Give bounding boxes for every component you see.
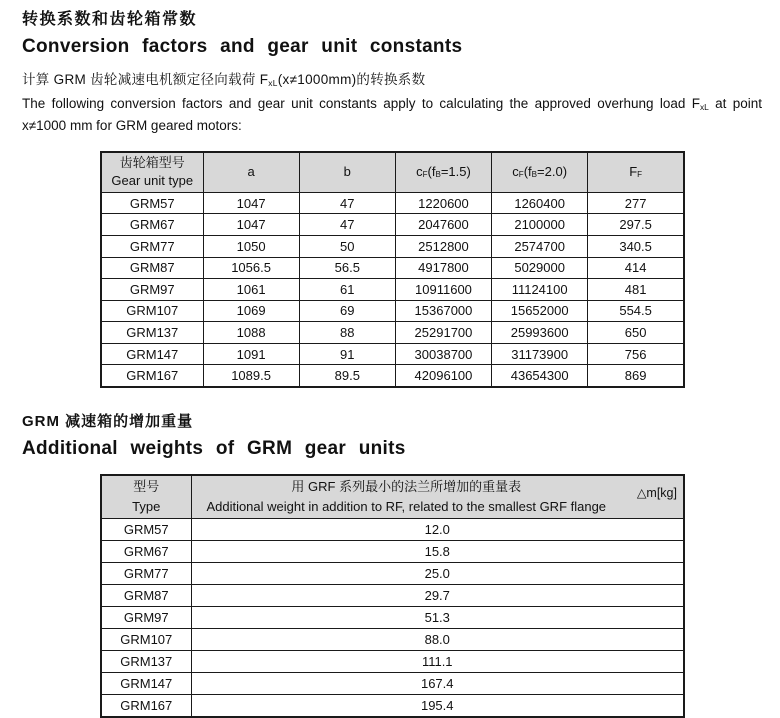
table-cell: GRM97 — [101, 607, 191, 629]
table-cell: 5029000 — [492, 257, 588, 279]
table-cell: GRM107 — [101, 300, 203, 322]
table-row — [101, 279, 684, 301]
column-header-type: 型号 Type — [101, 475, 191, 519]
table-cell: 47 — [299, 214, 395, 236]
table-cell: 340.5 — [588, 235, 684, 257]
table-cell: 15652000 — [492, 300, 588, 322]
table-cell: GRM137 — [101, 322, 203, 344]
table-cell: 15367000 — [395, 300, 491, 322]
table-cell: 1047 — [203, 192, 299, 214]
additional-weights-table — [100, 474, 685, 718]
table-cell: 43654300 — [492, 365, 588, 387]
section1-title-zh: 转换系数和齿轮箱常数 — [22, 11, 198, 28]
column-header-ff: $F_F$ — [588, 152, 684, 192]
table-cell: GRM77 — [101, 235, 203, 257]
table-row — [101, 695, 684, 717]
table-cell: 481 — [588, 279, 684, 301]
table-cell: 1260400 — [492, 192, 588, 214]
table-cell: 61 — [299, 279, 395, 301]
table-cell: 1047 — [203, 214, 299, 236]
table-cell: 56.5 — [299, 257, 395, 279]
table-cell: 297.5 — [588, 214, 684, 236]
table-cell: 30038700 — [395, 343, 491, 365]
table-cell: GRM97 — [101, 279, 203, 301]
table1-header — [101, 152, 684, 192]
table-row — [101, 629, 684, 651]
table-row — [101, 343, 684, 365]
table-cell: 650 — [588, 322, 684, 344]
table-cell: 88.0 — [191, 629, 684, 651]
table-cell: GRM167 — [101, 365, 203, 387]
table-cell: 47 — [299, 192, 395, 214]
table-cell: 756 — [588, 343, 684, 365]
table-row — [101, 257, 684, 279]
table-cell: GRM77 — [101, 563, 191, 585]
delta-m-kg-unit-label: △m[kg] — [636, 485, 677, 500]
table-cell: GRM147 — [101, 673, 191, 695]
column-header-additional-weight: 用 GRF 系列最小的法兰所增加的重量表 Additional weight in addition to RF, related to the smallest GRF flange △m[kg] — [191, 475, 684, 519]
table-cell: 277 — [588, 192, 684, 214]
conversion-factors-table-wrap — [22, 151, 760, 387]
table-cell: 1061 — [203, 279, 299, 301]
table1-body — [101, 192, 684, 386]
table-row — [101, 300, 684, 322]
table-cell: 11124100 — [492, 279, 588, 301]
table-cell: 50 — [299, 235, 395, 257]
table-cell: 42096100 — [395, 365, 491, 387]
section1-paragraph-en: The following conversion factors and gear unit constants apply to calculating the approved overhung load $F_{xL}$ at point x≠1000 mm for GRM geared motors: — [22, 96, 762, 133]
table-cell: 869 — [588, 365, 684, 387]
table-header-row — [101, 152, 684, 192]
table-row — [101, 585, 684, 607]
table-cell: 2100000 — [492, 214, 588, 236]
table-cell: 1050 — [203, 235, 299, 257]
table-cell: 29.7 — [191, 585, 684, 607]
column-header-a: a — [203, 152, 299, 192]
table-cell: 51.3 — [191, 607, 684, 629]
table-cell: 15.8 — [191, 541, 684, 563]
table-cell: GRM107 — [101, 629, 191, 651]
table-cell: 167.4 — [191, 673, 684, 695]
column-header-cf-fb20: $c_F(f_B=2.0)$ — [492, 152, 588, 192]
column-header-cf-fb15: $c_F(f_B=1.5)$ — [395, 152, 491, 192]
table-cell: GRM87 — [101, 585, 191, 607]
table-cell: 1088 — [203, 322, 299, 344]
table-cell: 69 — [299, 300, 395, 322]
table-cell: GRM57 — [101, 192, 203, 214]
column-header-gear-unit-type: 齿轮箱型号 Gear unit type — [101, 152, 203, 192]
table-cell: GRM57 — [101, 519, 191, 541]
table-cell: 25.0 — [191, 563, 684, 585]
table-cell: 1056.5 — [203, 257, 299, 279]
table-row — [101, 365, 684, 387]
table2-header — [101, 475, 684, 519]
table-cell: 111.1 — [191, 651, 684, 673]
table-cell: 1089.5 — [203, 365, 299, 387]
table-cell: 25993600 — [492, 322, 588, 344]
table-row — [101, 235, 684, 257]
table-cell: 89.5 — [299, 365, 395, 387]
table-cell: GRM67 — [101, 214, 203, 236]
table2-body — [101, 519, 684, 717]
section1-title-en: Conversion factors and gear unit constants — [22, 36, 463, 58]
table-cell: 2047600 — [395, 214, 491, 236]
conversion-factors-table — [100, 151, 685, 387]
table-header-row — [101, 475, 684, 519]
table-cell: GRM67 — [101, 541, 191, 563]
table-cell: 554.5 — [588, 300, 684, 322]
table-cell: 2512800 — [395, 235, 491, 257]
table-row — [101, 519, 684, 541]
table-cell: 10911600 — [395, 279, 491, 301]
table-cell: 414 — [588, 257, 684, 279]
table-row — [101, 673, 684, 695]
table-cell: GRM147 — [101, 343, 203, 365]
table-row — [101, 214, 684, 236]
table-row — [101, 651, 684, 673]
table-row — [101, 541, 684, 563]
table-row — [101, 607, 684, 629]
table-cell: GRM167 — [101, 695, 191, 717]
table-cell: 1069 — [203, 300, 299, 322]
table-cell: 88 — [299, 322, 395, 344]
table-cell: 2574700 — [492, 235, 588, 257]
table-cell: GRM87 — [101, 257, 203, 279]
section2-title-zh: GRM 减速箱的增加重量 — [22, 412, 194, 430]
table-cell: 1220600 — [395, 192, 491, 214]
table-row — [101, 563, 684, 585]
section1-subtitle-zh: 计算 GRM 齿轮减速电机额定径向载荷 $F_{xL}(x\ne 1000mm)$的转换系数 — [22, 72, 426, 88]
section2-title-en: Additional weights of GRM gear units — [22, 437, 406, 459]
table-cell: 12.0 — [191, 519, 684, 541]
table-cell: 25291700 — [395, 322, 491, 344]
table-row — [101, 192, 684, 214]
table-row — [101, 322, 684, 344]
table-cell: 31173900 — [492, 343, 588, 365]
table-cell: GRM137 — [101, 651, 191, 673]
table-cell: 91 — [299, 343, 395, 365]
table-cell: 4917800 — [395, 257, 491, 279]
column-header-b: b — [299, 152, 395, 192]
table-cell: 1091 — [203, 343, 299, 365]
table-cell: 195.4 — [191, 695, 684, 717]
